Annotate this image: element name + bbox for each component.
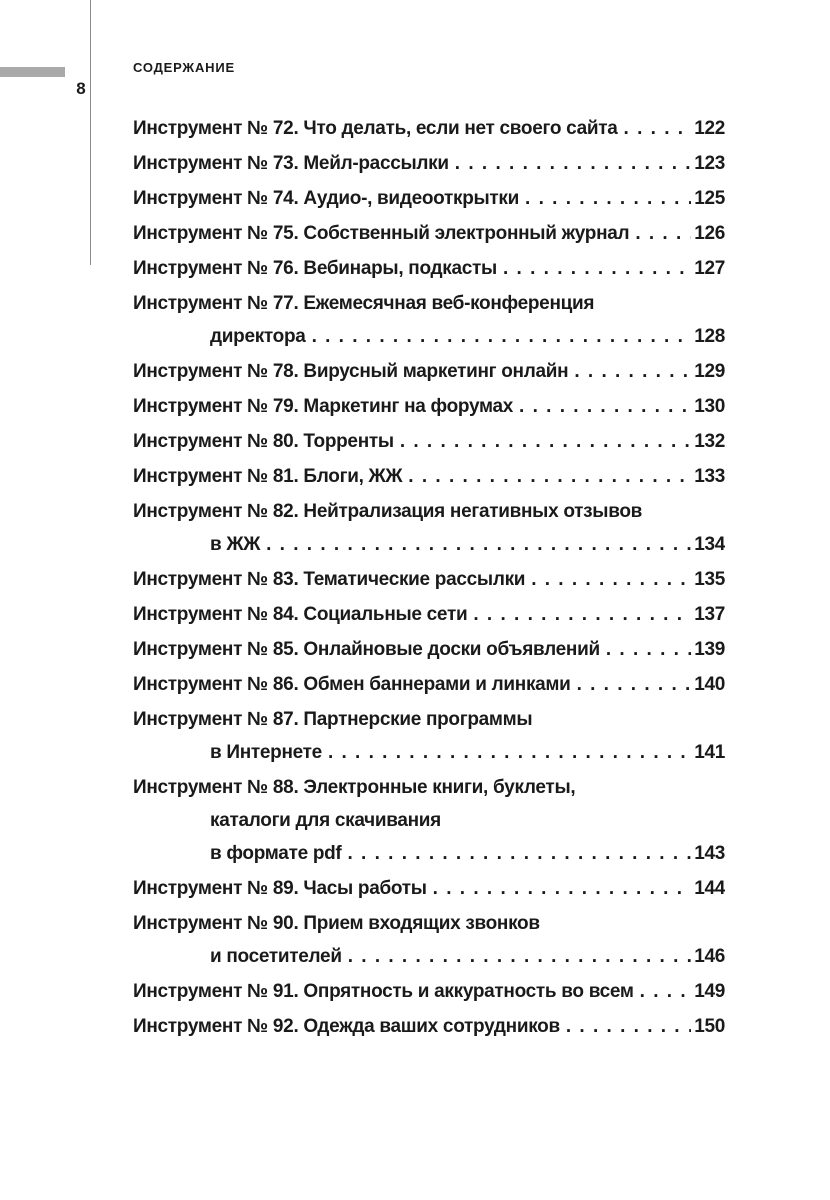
dot-leader bbox=[606, 633, 691, 666]
dot-leader bbox=[640, 975, 692, 1008]
dot-leader bbox=[408, 460, 691, 493]
toc-entry-page: 144 bbox=[694, 878, 725, 899]
toc-entry-page: 140 bbox=[694, 674, 725, 695]
toc-entry-title: Инструмент № 92. Одежда ваших сотрудников bbox=[133, 1016, 560, 1037]
toc-entry-title: Инструмент № 77. Ежемесячная веб-конференция bbox=[133, 293, 595, 314]
toc-entry-title: директора bbox=[210, 326, 306, 347]
toc-entry bbox=[133, 425, 725, 458]
toc-entry bbox=[133, 112, 725, 145]
toc-entry-title: Инструмент № 84. Социальные сети bbox=[133, 604, 468, 625]
dot-leader bbox=[577, 668, 692, 701]
toc-entry-page: 134 bbox=[694, 534, 725, 555]
toc-entry bbox=[133, 771, 725, 870]
vertical-rule bbox=[90, 0, 91, 265]
toc-entry-line bbox=[133, 252, 725, 285]
toc-entry bbox=[133, 252, 725, 285]
toc-entry-line bbox=[133, 425, 725, 458]
toc-entry-line bbox=[133, 217, 725, 250]
toc-entry-page: 122 bbox=[694, 118, 725, 139]
dot-leader bbox=[519, 390, 691, 423]
toc-entry-line bbox=[133, 1010, 725, 1043]
toc-entry-page: 143 bbox=[694, 843, 725, 864]
toc-entry-line bbox=[133, 975, 725, 1008]
toc-entry-line bbox=[133, 907, 725, 940]
toc-entry-title: Инструмент № 87. Партнерские программы bbox=[133, 709, 533, 730]
toc-entry bbox=[133, 703, 725, 769]
toc-entry-title: Инструмент № 78. Вирусный маркетинг онлайн bbox=[133, 361, 569, 382]
toc-entry-line bbox=[133, 147, 725, 180]
toc-entry bbox=[133, 182, 725, 215]
toc-entry-line bbox=[133, 320, 725, 353]
dot-leader bbox=[347, 837, 691, 870]
toc-entry-line bbox=[133, 355, 725, 388]
toc-entry-title: Инструмент № 86. Обмен баннерами и линками bbox=[133, 674, 571, 695]
dot-leader bbox=[400, 425, 691, 458]
toc-entry-page: 141 bbox=[694, 742, 725, 763]
toc-entry-line bbox=[133, 633, 725, 666]
toc-entry-line bbox=[133, 703, 725, 736]
toc-entry-page: 137 bbox=[694, 604, 725, 625]
running-header: СОДЕРЖАНИЕ bbox=[133, 60, 235, 75]
toc-entry-page: 126 bbox=[694, 223, 725, 244]
toc-entry-line bbox=[133, 940, 725, 973]
toc-entry-title: Инструмент № 72. Что делать, если нет своего сайта bbox=[133, 118, 618, 139]
toc-entry bbox=[133, 668, 725, 701]
toc-entry bbox=[133, 217, 725, 250]
toc-entry-page: 135 bbox=[694, 569, 725, 590]
toc-entry bbox=[133, 975, 725, 1008]
toc-entry-title: Инструмент № 74. Аудио-, видеооткрытки bbox=[133, 188, 520, 209]
toc-entry-page: 150 bbox=[694, 1016, 725, 1037]
dot-leader bbox=[525, 182, 691, 215]
dot-leader bbox=[503, 252, 691, 285]
toc-entry-page: 125 bbox=[694, 188, 725, 209]
dot-leader bbox=[566, 1010, 691, 1043]
toc-entry-page: 132 bbox=[694, 431, 725, 452]
toc-entry-line bbox=[133, 872, 725, 905]
toc-entry-line bbox=[133, 598, 725, 631]
toc-entry bbox=[133, 495, 725, 561]
toc-entry-page: 123 bbox=[694, 153, 725, 174]
toc-entry bbox=[133, 287, 725, 353]
dot-leader bbox=[266, 528, 691, 561]
toc-entry-title: Инструмент № 83. Тематические рассылки bbox=[133, 569, 526, 590]
toc-entry bbox=[133, 598, 725, 631]
toc-entry bbox=[133, 563, 725, 596]
toc-entry-title: Инструмент № 76. Вебинары, подкасты bbox=[133, 258, 497, 279]
toc-entry-title: Инструмент № 81. Блоги, ЖЖ bbox=[133, 466, 403, 487]
toc-entry bbox=[133, 633, 725, 666]
dot-leader bbox=[635, 217, 691, 250]
toc-entry bbox=[133, 460, 725, 493]
toc-entry-line bbox=[133, 528, 725, 561]
toc-entry-title: Инструмент № 82. Нейтрализация негативных отзывов bbox=[133, 501, 643, 522]
toc-entry-line bbox=[133, 182, 725, 215]
toc-entry-title: Инструмент № 73. Мейл-рассылки bbox=[133, 153, 449, 174]
toc-entry-page: 128 bbox=[694, 326, 725, 347]
toc-entry-line bbox=[133, 804, 725, 837]
toc-entry-line bbox=[133, 112, 725, 145]
toc-entry-page: 129 bbox=[694, 361, 725, 382]
toc-entry-page: 146 bbox=[694, 946, 725, 967]
margin-bar bbox=[0, 67, 65, 77]
dot-leader bbox=[348, 940, 691, 973]
dot-leader bbox=[455, 147, 691, 180]
toc-entry-line bbox=[133, 390, 725, 423]
toc-entry-title: каталоги для скачивания bbox=[210, 810, 441, 831]
toc-entry-title: в формате pdf bbox=[210, 843, 342, 864]
toc-entry-title: Инструмент № 79. Маркетинг на форумах bbox=[133, 396, 514, 417]
toc-entry-title: в Интернете bbox=[210, 742, 322, 763]
toc-entry-line bbox=[133, 460, 725, 493]
dot-leader bbox=[328, 736, 691, 769]
dot-leader bbox=[312, 320, 692, 353]
page-number: 8 bbox=[76, 79, 86, 98]
toc-entry-line bbox=[133, 837, 725, 870]
toc-entry-line bbox=[133, 771, 725, 804]
toc-entry-line bbox=[133, 736, 725, 769]
toc-entry-title: в ЖЖ bbox=[210, 534, 261, 555]
toc-entry bbox=[133, 390, 725, 423]
toc-entry-title: Инструмент № 75. Собственный электронный журнал bbox=[133, 223, 630, 244]
toc-entry-page: 130 bbox=[694, 396, 725, 417]
toc-entry bbox=[133, 147, 725, 180]
toc-entry-title: и посетителей bbox=[210, 946, 342, 967]
toc-entry-page: 133 bbox=[694, 466, 725, 487]
toc-entry-title: Инструмент № 88. Электронные книги, буклеты, bbox=[133, 777, 576, 798]
toc-list bbox=[133, 112, 725, 1045]
toc-entry-title: Инструмент № 89. Часы работы bbox=[133, 878, 427, 899]
toc-entry-line bbox=[133, 563, 725, 596]
toc-entry bbox=[133, 355, 725, 388]
dot-leader bbox=[574, 355, 691, 388]
toc-entry-title: Инструмент № 91. Опрятность и аккуратность во всем bbox=[133, 981, 634, 1002]
toc-entry-title: Инструмент № 85. Онлайновые доски объявлений bbox=[133, 639, 600, 660]
toc-entry-page: 139 bbox=[694, 639, 725, 660]
toc-entry-title: Инструмент № 90. Прием входящих звонков bbox=[133, 913, 540, 934]
toc-entry-line bbox=[133, 495, 725, 528]
toc-entry-line bbox=[133, 668, 725, 701]
toc-entry bbox=[133, 872, 725, 905]
dot-leader bbox=[531, 563, 691, 596]
dot-leader bbox=[433, 872, 692, 905]
toc-entry bbox=[133, 907, 725, 973]
toc-entry-title: Инструмент № 80. Торренты bbox=[133, 431, 394, 452]
toc-entry-page: 127 bbox=[694, 258, 725, 279]
toc-entry bbox=[133, 1010, 725, 1043]
toc-entry-page: 149 bbox=[694, 981, 725, 1002]
toc-entry-line bbox=[133, 287, 725, 320]
dot-leader bbox=[624, 112, 692, 145]
dot-leader bbox=[473, 598, 691, 631]
